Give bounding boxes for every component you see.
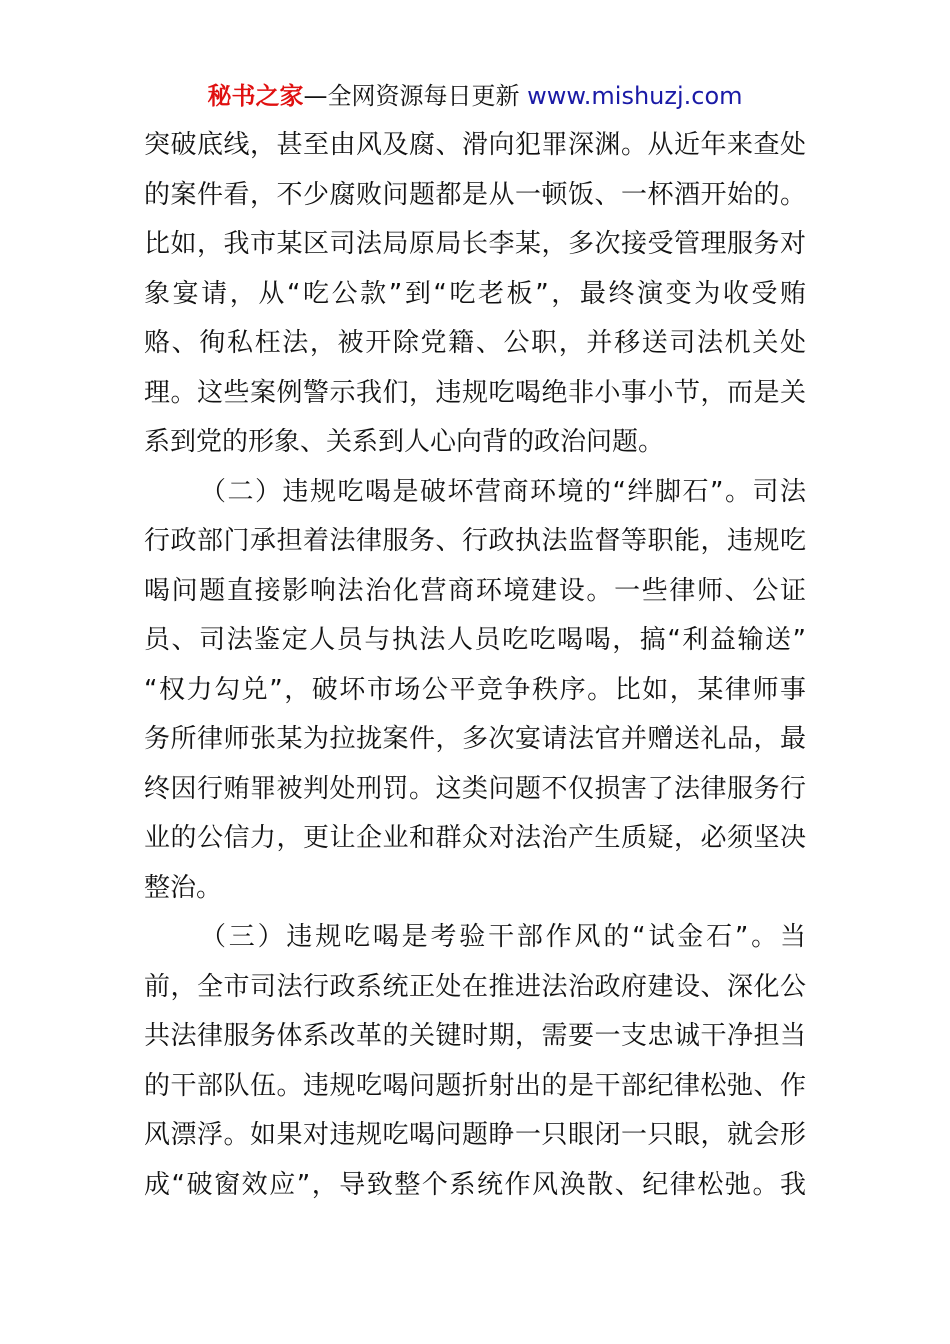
text-line: 喝问题直接影响法治化营商环境建设。一些律师、公证 [144, 575, 806, 606]
document-body [144, 121, 806, 1210]
text-line: 风漂浮。如果对违规吃喝问题睁一只眼闭一只眼，就会形 [144, 1120, 806, 1150]
text-line: 前，全市司法行政系统正处在推进法治政府建设、深化公 [144, 971, 806, 1002]
text-line: 成“破窗效应”，导致整个系统作风涣散、纪律松弛。我 [144, 1169, 806, 1200]
text-line: 行政部门承担着法律服务、行政执法监督等职能，违规吃 [144, 526, 806, 556]
site-url[interactable]: www.mishuzj.com [527, 82, 743, 110]
text-line: 赂、徇私枉法，被开除党籍、公职，并移送司法机关处 [144, 328, 806, 358]
site-header [0, 80, 950, 112]
section-heading-line: （二）违规吃喝是破坏营商环境的“绊脚石”。司法 [200, 476, 806, 507]
text-line: 的干部队伍。违规吃喝问题折射出的是干部纪律松弛、作 [144, 1070, 806, 1101]
text-line: 比如，我市某区司法局原局长李某，多次接受管理服务对 [144, 229, 806, 259]
text-line: 象宴请，从“吃公款”到“吃老板”，最终演变为收受贿 [144, 278, 806, 309]
text-line: “权力勾兑”，破坏市场公平竞争秩序。比如，某律师事 [144, 674, 806, 705]
paragraph-2 [144, 468, 806, 914]
site-tagline: —全网资源每日更新 [303, 82, 520, 110]
text-line: 突破底线，甚至由风及腐、滑向犯罪深渊。从近年来查处 [144, 130, 806, 160]
text-line: 共法律服务体系改革的关键时期，需要一支忠诚干净担当 [144, 1021, 806, 1051]
text-line: 务所律师张某为拉拢案件，多次宴请法官并赠送礼品，最 [144, 724, 806, 754]
paragraph-1 [144, 121, 806, 468]
text-line: 整治。 [144, 872, 223, 903]
text-line: 系到党的形象、关系到人心向背的政治问题。 [144, 427, 665, 457]
text-line: 业的公信力，更让企业和群众对法治产生质疑，必须坚决 [144, 823, 806, 853]
text-line: 员、司法鉴定人员与执法人员吃吃喝喝，搞“利益输送” [144, 625, 806, 655]
paragraph-3 [144, 913, 806, 1210]
text-line: 的案件看，不少腐败问题都是从一顿饭、一杯酒开始的。 [144, 179, 806, 210]
site-brand: 秘书之家 [207, 82, 304, 110]
text-line: 理。这些案例警示我们，违规吃喝绝非小事小节，而是关 [144, 377, 806, 408]
section-heading-line: （三）违规吃喝是考验干部作风的“试金石”。当 [200, 922, 806, 952]
text-line: 终因行贿罪被判处刑罚。这类问题不仅损害了法律服务行 [144, 773, 806, 804]
